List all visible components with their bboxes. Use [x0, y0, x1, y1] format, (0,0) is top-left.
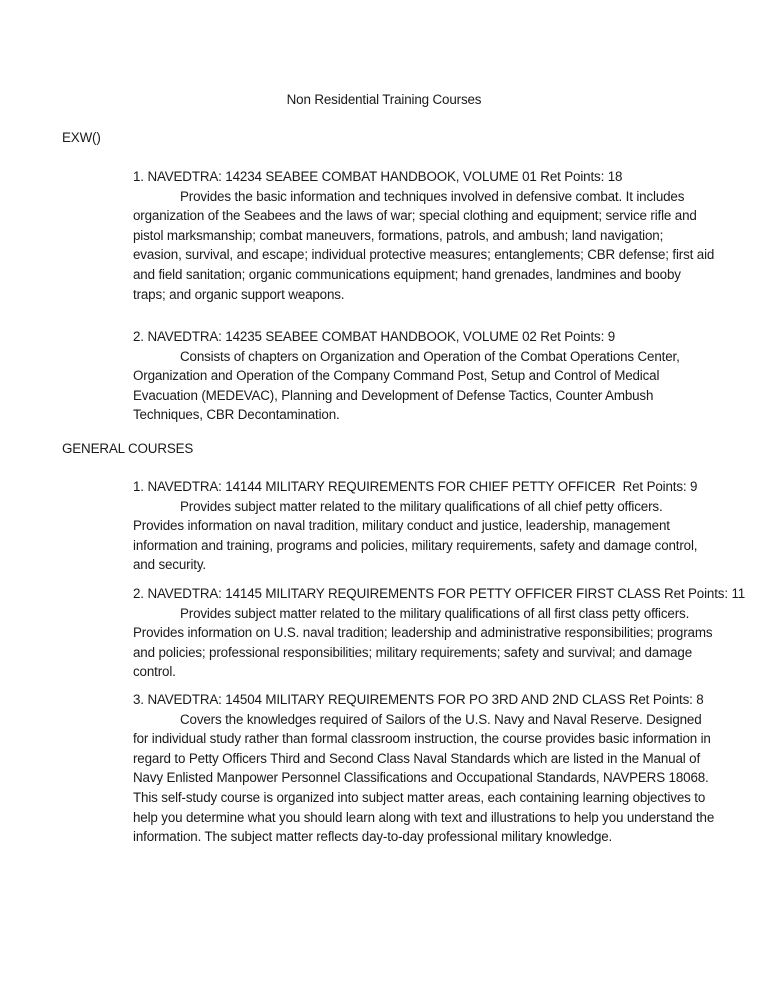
course-description: Consists of chapters on Organization and Operation of the Combat Operations Center, Organization and Operation of the Company Command Post, Setup and Control of Medical Evacuation (MEDEVAC), Planning and Development of Defense Tactics, Counter Ambush Techniques, CBR Decontamination. — [133, 348, 680, 423]
course-heading: 2. NAVEDTRA: 14145 MILITARY REQUIREMENTS FOR PETTY OFFICER FIRST CLASS Ret Points: 11 — [133, 586, 746, 601]
section-heading-exw: EXW() — [62, 130, 101, 145]
course-heading: 1. NAVEDTRA: 14234 SEABEE COMBAT HANDBOOK, VOLUME 01 Ret Points: 18 — [133, 169, 623, 184]
course-entry-14145 — [133, 584, 746, 682]
course-heading: 3. NAVEDTRA: 14504 MILITARY REQUIREMENTS FOR PO 3RD AND 2ND CLASS Ret Points: 8 — [133, 692, 704, 707]
course-heading: 1. NAVEDTRA: 14144 MILITARY REQUIREMENTS FOR CHIEF PETTY OFFICER Ret Points: 9 — [133, 479, 698, 494]
course-description: Provides subject matter related to the military qualifications of all chief petty officers. Provides information on naval tradition, military conduct and justice, leadership, management information and training, programs and policies, military requirements, safety and damage control, and security. — [133, 498, 698, 573]
document-title: Non Residential Training Courses — [286, 92, 482, 107]
course-description: Provides subject matter related to the military qualifications of all first class petty officers. Provides information on U.S. naval tradition; leadership and administrative responsibilities; programs and policies; professional responsibilities; military requirements; safety and survival; and damage control. — [133, 605, 713, 680]
course-entry-14144 — [133, 477, 715, 575]
course-description: Provides the basic information and techniques involved in defensive combat. It includes organization of the Seabees and the laws of war; special clothing and equipment; service rifle and pistol marksmanship; combat maneuvers, formations, patrols, and ambush; land navigation; evasion, survival, and escape; individual protective measures; entanglements; CBR defense; first aid and field sanitation; organic communications equipment; hand grenades, landmines and booby traps; and organic support weapons. — [133, 188, 715, 302]
course-description: Covers the knowledges required of Sailors of the U.S. Navy and Naval Reserve. Designed for individual study rather than formal classroom instruction, the course provides basic information in regard to Petty Officers Third and Second Class Naval Standards which are listed in the Manual of Navy Enlisted Manpower Personnel Classifications and Occupational Standards, NAVPERS 18068. This self-study course is organized into subject matter areas, each containing learning objectives to help you determine what you should learn along with text and illustrations to help you understand the information. The subject matter reflects day-to-day professional military knowledge. — [133, 711, 715, 845]
section-heading-general-courses: GENERAL COURSES — [62, 441, 194, 456]
course-entry-14234 — [133, 167, 715, 304]
course-heading: 2. NAVEDTRA: 14235 SEABEE COMBAT HANDBOOK, VOLUME 02 Ret Points: 9 — [133, 329, 616, 344]
course-entry-14504 — [133, 690, 715, 847]
course-entry-14235 — [133, 327, 715, 425]
